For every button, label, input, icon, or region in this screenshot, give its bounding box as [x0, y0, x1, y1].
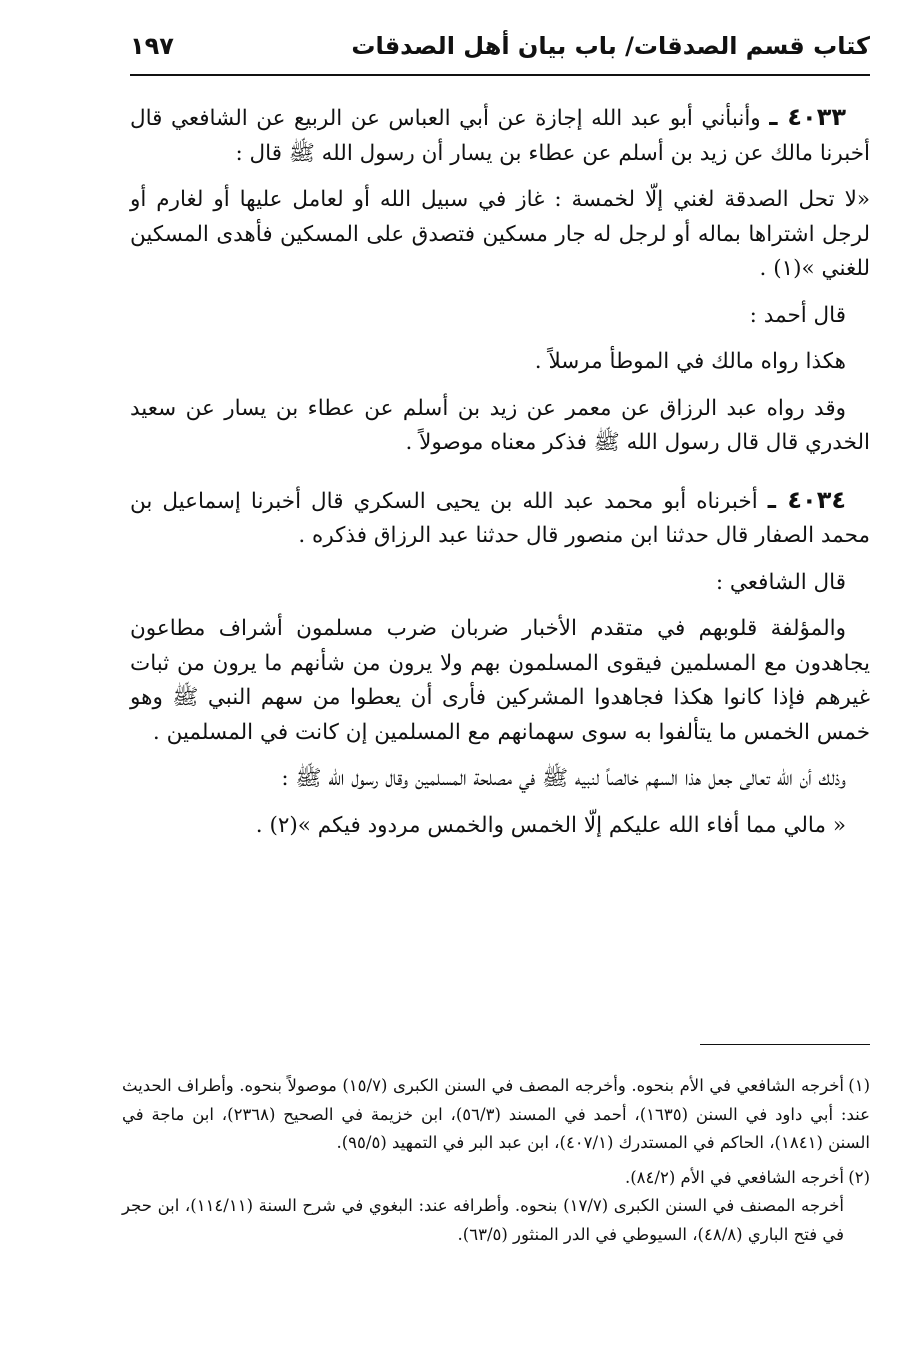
- speaker-line: قال أحمد :: [749, 302, 846, 328]
- footnote-text: أخرجه الشافعي في الأم بنحوه. وأخرجه المصف في السنن الكبرى (١٥/٧) موصولاً بنحوه. وأطراف الحديث عند: أبي داود في السنن (١٦٣٥)، أحمد في المسند (٥٦/٣)، ابن خزيمة في الصحيح (٢٣٦٨)، ابن ماجة في السنن (١٨٤١)، الحاكم في المستدرك (٤٠٧/١)، ابن عبد البر في التمهيد (٩٥/٥).: [122, 1076, 870, 1152]
- paragraph: والمؤلفة قلوبهم في متقدم الأخبار ضربان ضرب مسلمون أشراف مطاعون يجاهدون مع المسلمين فيقوى المسلمون بهم ولا يرون من شأنهم ما يرون من ثبات غيرهم فإذا كانوا هكذا فجاهدوا المشركين فأرى أن يعطوا من سهم النبي ﷺ وهو خمس الخمس ما يتألفوا به سوى سهمانهم مع المسلمين إن كانت في المسلمين .: [130, 616, 870, 745]
- footnote: [122, 1164, 870, 1250]
- hadith-4033: [130, 100, 870, 171]
- footnote-number: (٢): [848, 1167, 870, 1187]
- footnote-divider: [700, 1044, 870, 1045]
- main-text: [130, 100, 870, 855]
- prophetic-quote: «لا تحل الصدقة لغني إلّا لخمسة : غاز في سبيل الله أو لعامل عليها أو لغارم أو لرجل اشتراها بماله أو لرجل له جار مسكين فتصدق على المسكين فأهدى المسكين للغني »(١) .: [130, 187, 870, 281]
- footnote: [122, 1072, 870, 1158]
- footnotes: [122, 1072, 870, 1255]
- hadith-number: ٤٠٣٣ ـ: [769, 103, 846, 131]
- paragraph: وقد رواه عبد الرزاق عن معمر عن زيد بن أسلم عن عطاء بن يسار عن سعيد الخدري قال قال رسول الله ﷺ فذكر معناه موصولاً .: [130, 395, 870, 455]
- footnote-number: (١): [848, 1076, 870, 1095]
- hadith-4034: [130, 483, 870, 554]
- running-title: كتاب قسم الصدقات/ باب بيان أهل الصدقات: [351, 32, 870, 60]
- prophetic-quote: « مالي مما أفاء الله عليكم إلّا الخمس والخمس مردود فيكم »(٢) .: [255, 812, 846, 838]
- speaker-line: قال الشافعي :: [715, 569, 846, 595]
- paragraph: وذلك أن الله تعالى جعل هذا السهم خالصاً لنبيه ﷺ في مصلحة المسلمين وقال رسول الله ﷺ :: [281, 766, 846, 791]
- paragraph: هكذا رواه مالك في الموطأ مرسلاً .: [534, 349, 846, 374]
- hadith-number: ٤٠٣٤ ـ: [767, 485, 846, 514]
- page-header: [130, 30, 870, 76]
- hadith-text: أخبرناه أبو محمد عبد الله بن يحيى السكري قال أخبرنا إسماعيل بن محمد الصفار قال حدثنا ابن منصور قال حدثنا عبد الرزاق فذكره .: [130, 488, 870, 548]
- footnote-text: أخرجه الشافعي في الأم (٨٤/٢).: [624, 1167, 844, 1187]
- page-number: ١٩٧: [130, 32, 174, 60]
- hadith-text: وأنبأني أبو عبد الله إجازة عن أبي العباس عن الربيع عن الشافعي قال أخبرنا مالك عن زيد بن أسلم عن عطاء بن يسار أن رسول الله ﷺ قال :: [130, 106, 870, 166]
- footnote-continuation: أخرجه المصنف في السنن الكبرى (١٧/٧) بنحوه. وأطرافه عند: البغوي في شرح السنة (١١٤/١١)، ابن حجر في فتح الباري (٤٨/٨)، السيوطي في الدر المنثور (٦٣/٥).: [122, 1196, 844, 1244]
